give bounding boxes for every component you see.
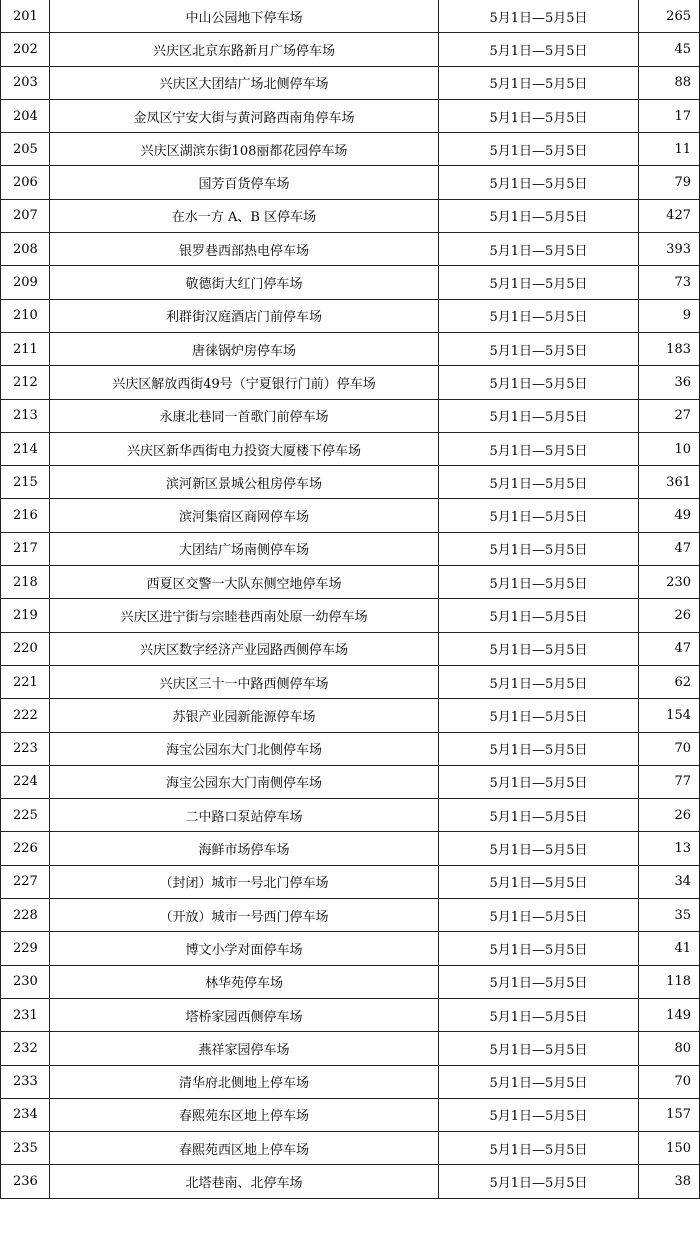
- table-row: [1, 932, 700, 965]
- spaces-count-cell: 70: [639, 732, 700, 765]
- parking-lot-name-cell: 海鲜市场停车场: [50, 832, 439, 865]
- spaces-count-cell: 36: [639, 366, 700, 399]
- table-row: [1, 166, 700, 199]
- row-number-cell: 233: [1, 1065, 50, 1098]
- parking-lot-name-cell: 春熙苑西区地上停车场: [50, 1132, 439, 1165]
- date-range-cell: 5月1日—5月5日: [439, 466, 639, 499]
- spaces-count-cell: 118: [639, 965, 700, 998]
- row-number-cell: 203: [1, 66, 50, 99]
- spaces-count-cell: 26: [639, 799, 700, 832]
- date-range-cell: 5月1日—5月5日: [439, 865, 639, 898]
- parking-lot-name-cell: 兴庆区进宁街与宗睦巷西南处原一幼停车场: [50, 599, 439, 632]
- parking-lot-name-cell: 兴庆区北京东路新月广场停车场: [50, 33, 439, 66]
- parking-lot-name-cell: 敬德街大红门停车场: [50, 266, 439, 299]
- table-row: [1, 0, 700, 33]
- spaces-count-cell: 157: [639, 1098, 700, 1131]
- parking-lot-name-cell: 滨河集宿区商网停车场: [50, 499, 439, 532]
- date-range-cell: 5月1日—5月5日: [439, 599, 639, 632]
- table-row: [1, 133, 700, 166]
- date-range-cell: 5月1日—5月5日: [439, 99, 639, 132]
- table-row: [1, 66, 700, 99]
- date-range-cell: 5月1日—5月5日: [439, 399, 639, 432]
- table-row: [1, 865, 700, 898]
- parking-lot-name-cell: 海宝公园东大门南侧停车场: [50, 765, 439, 798]
- parking-lot-name-cell: 滨河新区景城公租房停车场: [50, 466, 439, 499]
- table-row: [1, 466, 700, 499]
- date-range-cell: 5月1日—5月5日: [439, 366, 639, 399]
- parking-lot-name-cell: 中山公园地下停车场: [50, 0, 439, 33]
- date-range-cell: 5月1日—5月5日: [439, 1098, 639, 1131]
- date-range-cell: 5月1日—5月5日: [439, 832, 639, 865]
- spaces-count-cell: 34: [639, 865, 700, 898]
- row-number-cell: 221: [1, 665, 50, 698]
- parking-lot-name-cell: 银罗巷西部热电停车场: [50, 233, 439, 266]
- parking-lot-name-cell: 春熙苑东区地上停车场: [50, 1098, 439, 1131]
- date-range-cell: 5月1日—5月5日: [439, 799, 639, 832]
- date-range-cell: 5月1日—5月5日: [439, 1165, 639, 1198]
- spaces-count-cell: 47: [639, 532, 700, 565]
- parking-lot-name-cell: 利群街汉庭酒店门前停车场: [50, 299, 439, 332]
- spaces-count-cell: 38: [639, 1165, 700, 1198]
- spaces-count-cell: 47: [639, 632, 700, 665]
- row-number-cell: 201: [1, 0, 50, 33]
- table-row: [1, 998, 700, 1031]
- date-range-cell: 5月1日—5月5日: [439, 1032, 639, 1065]
- date-range-cell: 5月1日—5月5日: [439, 133, 639, 166]
- date-range-cell: 5月1日—5月5日: [439, 199, 639, 232]
- table-row: [1, 499, 700, 532]
- row-number-cell: 212: [1, 366, 50, 399]
- spaces-count-cell: 49: [639, 499, 700, 532]
- date-range-cell: 5月1日—5月5日: [439, 0, 639, 33]
- date-range-cell: 5月1日—5月5日: [439, 266, 639, 299]
- parking-lot-name-cell: 永康北巷同一首歌门前停车场: [50, 399, 439, 432]
- spaces-count-cell: 26: [639, 599, 700, 632]
- table-row: [1, 33, 700, 66]
- parking-lot-name-cell: 兴庆区解放西街49号（宁夏银行门前）停车场: [50, 366, 439, 399]
- table-row: [1, 732, 700, 765]
- date-range-cell: 5月1日—5月5日: [439, 166, 639, 199]
- table-row: [1, 899, 700, 932]
- parking-lot-name-cell: 海宝公园东大门北侧停车场: [50, 732, 439, 765]
- row-number-cell: 216: [1, 499, 50, 532]
- date-range-cell: 5月1日—5月5日: [439, 765, 639, 798]
- spaces-count-cell: 230: [639, 566, 700, 599]
- row-number-cell: 217: [1, 532, 50, 565]
- parking-lot-name-cell: 苏银产业园新能源停车场: [50, 699, 439, 732]
- spaces-count-cell: 183: [639, 332, 700, 365]
- table-row: [1, 665, 700, 698]
- row-number-cell: 219: [1, 599, 50, 632]
- date-range-cell: 5月1日—5月5日: [439, 965, 639, 998]
- row-number-cell: 211: [1, 332, 50, 365]
- table-row: [1, 233, 700, 266]
- parking-lot-name-cell: 国芳百货停车场: [50, 166, 439, 199]
- spaces-count-cell: 11: [639, 133, 700, 166]
- parking-lot-name-cell: 西夏区交警一大队东侧空地停车场: [50, 566, 439, 599]
- date-range-cell: 5月1日—5月5日: [439, 66, 639, 99]
- date-range-cell: 5月1日—5月5日: [439, 932, 639, 965]
- row-number-cell: 204: [1, 99, 50, 132]
- row-number-cell: 210: [1, 299, 50, 332]
- date-range-cell: 5月1日—5月5日: [439, 233, 639, 266]
- spaces-count-cell: 427: [639, 199, 700, 232]
- row-number-cell: 230: [1, 965, 50, 998]
- date-range-cell: 5月1日—5月5日: [439, 1065, 639, 1098]
- row-number-cell: 202: [1, 33, 50, 66]
- table-row: [1, 432, 700, 465]
- row-number-cell: 206: [1, 166, 50, 199]
- row-number-cell: 229: [1, 932, 50, 965]
- spaces-count-cell: 35: [639, 899, 700, 932]
- row-number-cell: 228: [1, 899, 50, 932]
- spaces-count-cell: 361: [639, 466, 700, 499]
- spaces-count-cell: 88: [639, 66, 700, 99]
- date-range-cell: 5月1日—5月5日: [439, 699, 639, 732]
- date-range-cell: 5月1日—5月5日: [439, 33, 639, 66]
- parking-lot-name-cell: 二中路口泵站停车场: [50, 799, 439, 832]
- parking-lot-name-cell: （封闭）城市一号北门停车场: [50, 865, 439, 898]
- parking-lot-name-cell: 大团结广场南侧停车场: [50, 532, 439, 565]
- spaces-count-cell: 62: [639, 665, 700, 698]
- parking-lot-name-cell: 在水一方 A、B 区停车场: [50, 199, 439, 232]
- date-range-cell: 5月1日—5月5日: [439, 899, 639, 932]
- spaces-count-cell: 80: [639, 1032, 700, 1065]
- spaces-count-cell: 150: [639, 1132, 700, 1165]
- row-number-cell: 213: [1, 399, 50, 432]
- table-row: [1, 566, 700, 599]
- parking-lot-name-cell: 清华府北侧地上停车场: [50, 1065, 439, 1098]
- parking-lot-name-cell: 兴庆区数字经济产业园路西侧停车场: [50, 632, 439, 665]
- spaces-count-cell: 79: [639, 166, 700, 199]
- parking-lot-name-cell: 燕祥家园停车场: [50, 1032, 439, 1065]
- spaces-count-cell: 393: [639, 233, 700, 266]
- table-row: [1, 532, 700, 565]
- date-range-cell: 5月1日—5月5日: [439, 1132, 639, 1165]
- table-row: [1, 799, 700, 832]
- table-row: [1, 199, 700, 232]
- table-row: [1, 965, 700, 998]
- parking-lot-name-cell: 塔桥家园西侧停车场: [50, 998, 439, 1031]
- spaces-count-cell: 45: [639, 33, 700, 66]
- table-row: [1, 1165, 700, 1198]
- row-number-cell: 226: [1, 832, 50, 865]
- row-number-cell: 231: [1, 998, 50, 1031]
- table-row: [1, 266, 700, 299]
- row-number-cell: 223: [1, 732, 50, 765]
- parking-lot-name-cell: 北塔巷南、北停车场: [50, 1165, 439, 1198]
- row-number-cell: 220: [1, 632, 50, 665]
- parking-lot-name-cell: 金凤区宁安大街与黄河路西南角停车场: [50, 99, 439, 132]
- date-range-cell: 5月1日—5月5日: [439, 532, 639, 565]
- row-number-cell: 214: [1, 432, 50, 465]
- spaces-count-cell: 149: [639, 998, 700, 1031]
- parking-lot-name-cell: 唐徕锅炉房停车场: [50, 332, 439, 365]
- table-row: [1, 699, 700, 732]
- parking-lot-name-cell: 林华苑停车场: [50, 965, 439, 998]
- table-row: [1, 399, 700, 432]
- row-number-cell: 207: [1, 199, 50, 232]
- spaces-count-cell: 27: [639, 399, 700, 432]
- row-number-cell: 208: [1, 233, 50, 266]
- table-row: [1, 599, 700, 632]
- table-row: [1, 832, 700, 865]
- table-row: [1, 299, 700, 332]
- row-number-cell: 235: [1, 1132, 50, 1165]
- spaces-count-cell: 17: [639, 99, 700, 132]
- spaces-count-cell: 13: [639, 832, 700, 865]
- table-row: [1, 332, 700, 365]
- row-number-cell: 215: [1, 466, 50, 499]
- date-range-cell: 5月1日—5月5日: [439, 432, 639, 465]
- row-number-cell: 205: [1, 133, 50, 166]
- spaces-count-cell: 70: [639, 1065, 700, 1098]
- spaces-count-cell: 41: [639, 932, 700, 965]
- parking-lot-name-cell: 兴庆区新华西街电力投资大厦楼下停车场: [50, 432, 439, 465]
- row-number-cell: 227: [1, 865, 50, 898]
- spaces-count-cell: 73: [639, 266, 700, 299]
- row-number-cell: 225: [1, 799, 50, 832]
- row-number-cell: 236: [1, 1165, 50, 1198]
- date-range-cell: 5月1日—5月5日: [439, 665, 639, 698]
- spaces-count-cell: 10: [639, 432, 700, 465]
- table-row: [1, 1032, 700, 1065]
- spaces-count-cell: 77: [639, 765, 700, 798]
- table-row: [1, 1132, 700, 1165]
- table-row: [1, 1065, 700, 1098]
- date-range-cell: 5月1日—5月5日: [439, 566, 639, 599]
- spaces-count-cell: 265: [639, 0, 700, 33]
- table-row: [1, 99, 700, 132]
- parking-lot-name-cell: 兴庆区三十一中路西侧停车场: [50, 665, 439, 698]
- table-row: [1, 765, 700, 798]
- parking-lot-name-cell: 兴庆区大团结广场北侧停车场: [50, 66, 439, 99]
- date-range-cell: 5月1日—5月5日: [439, 732, 639, 765]
- date-range-cell: 5月1日—5月5日: [439, 332, 639, 365]
- table-row: [1, 632, 700, 665]
- date-range-cell: 5月1日—5月5日: [439, 499, 639, 532]
- row-number-cell: 234: [1, 1098, 50, 1131]
- parking-lot-name-cell: （开放）城市一号西门停车场: [50, 899, 439, 932]
- row-number-cell: 209: [1, 266, 50, 299]
- table-row: [1, 1098, 700, 1131]
- row-number-cell: 218: [1, 566, 50, 599]
- date-range-cell: 5月1日—5月5日: [439, 632, 639, 665]
- parking-lot-name-cell: 兴庆区湖滨东街108丽都花园停车场: [50, 133, 439, 166]
- date-range-cell: 5月1日—5月5日: [439, 998, 639, 1031]
- date-range-cell: 5月1日—5月5日: [439, 299, 639, 332]
- spaces-count-cell: 9: [639, 299, 700, 332]
- parking-lot-name-cell: 博文小学对面停车场: [50, 932, 439, 965]
- row-number-cell: 224: [1, 765, 50, 798]
- row-number-cell: 222: [1, 699, 50, 732]
- spaces-count-cell: 154: [639, 699, 700, 732]
- row-number-cell: 232: [1, 1032, 50, 1065]
- table-row: [1, 366, 700, 399]
- table-body: [1, 0, 700, 1198]
